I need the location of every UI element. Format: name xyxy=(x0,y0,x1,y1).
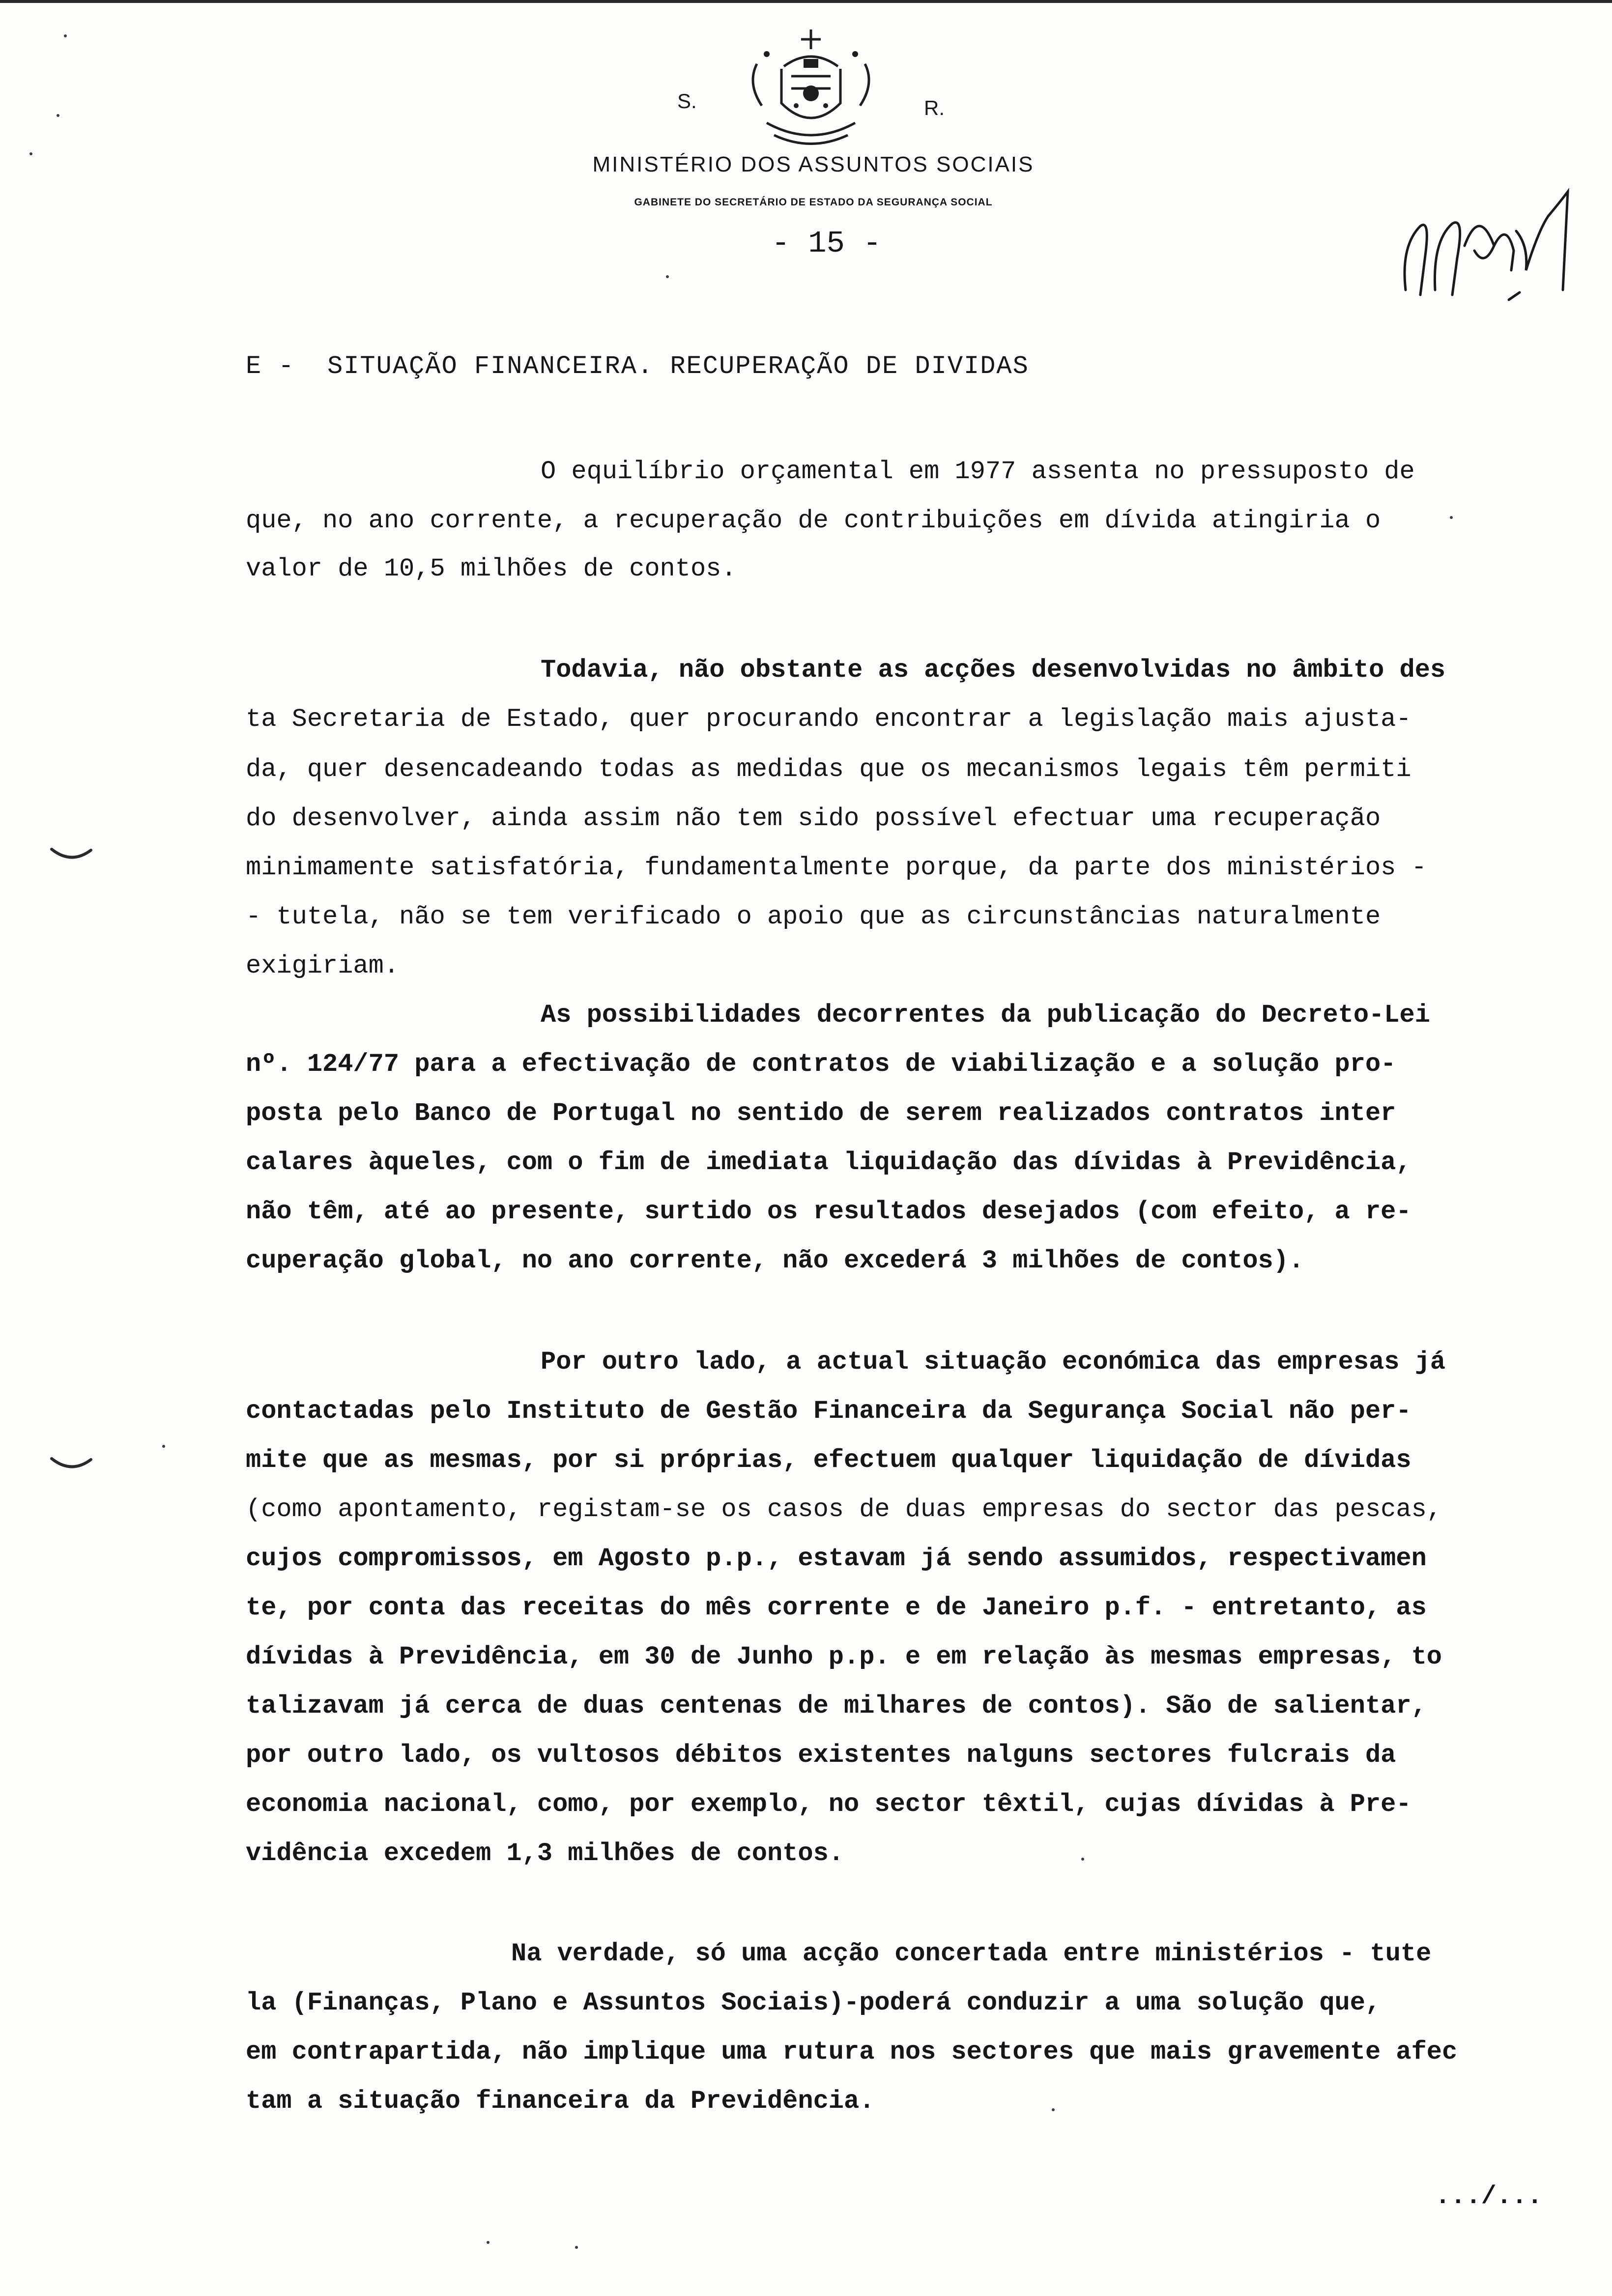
continuation-marker: .../... xyxy=(1435,2182,1543,2211)
paragraph-line: contactadas pelo Instituto de Gestão Financeira da Segurança Social não per- xyxy=(246,1397,1411,1426)
scan-speck xyxy=(64,34,67,37)
paragraph-line: As possibilidades decorrentes da publicação do Decreto-Lei xyxy=(541,1001,1430,1030)
scan-mark xyxy=(49,845,93,865)
paragraph-line: (como apontamento, registam-se os casos de duas empresas do sector das pescas, xyxy=(246,1495,1442,1524)
page-number: - 15 - xyxy=(772,226,882,261)
scan-speck xyxy=(57,114,59,117)
letterhead-letter-r: R. xyxy=(924,96,945,119)
paragraph-line: por outro lado, os vultosos débitos existentes nalguns sectores fulcrais da xyxy=(246,1741,1396,1770)
handwritten-initials-icon xyxy=(1391,172,1578,319)
scan-speck xyxy=(162,1445,165,1448)
paragraph-line: la (Finanças, Plano e Assuntos Sociais)-poderá conduzir a uma solução que, xyxy=(246,1988,1381,2017)
paragraph-line: Todavia, não obstante as acções desenvolvidas no âmbito des xyxy=(541,656,1446,685)
paragraph-line: em contrapartida, não implique uma rutura nos sectores que mais gravemente afec xyxy=(246,2038,1458,2066)
paragraph-line: - tutela, não se tem verificado o apoio que as circunstâncias naturalmente xyxy=(246,902,1381,931)
ministry-name: MINISTÉRIO DOS ASSUNTOS SOCIAIS xyxy=(592,152,1035,176)
paragraph-line: O equilíbrio orçamental em 1977 assenta no pressuposto de xyxy=(541,457,1415,486)
paragraph-line: ta Secretaria de Estado, quer procurando encontrar a legislação mais ajusta- xyxy=(246,705,1411,734)
scan-speck xyxy=(487,2241,489,2244)
paragraph-line: mite que as mesmas, por si próprias, efectuem qualquer liquidação de dívidas xyxy=(246,1446,1411,1475)
paragraph-line: calares àqueles, com o fim de imediata liquidação das dívidas à Previdência, xyxy=(246,1148,1411,1177)
paragraph-line: dívidas à Previdência, em 30 de Junho p.p. e em relação às mesmas empresas, to xyxy=(246,1642,1442,1671)
letterhead-letter-s: S. xyxy=(677,89,697,113)
paragraph-line: da, quer desencadeando todas as medidas que os mecanismos legais têm permiti xyxy=(246,755,1411,784)
scan-speck xyxy=(1052,2108,1055,2111)
paragraph-line: Por outro lado, a actual situação económica das empresas já xyxy=(541,1348,1446,1377)
paragraph-line: cujos compromissos, em Agosto p.p., estavam já sendo assumidos, respectivamen xyxy=(246,1544,1427,1573)
paragraph-line: cuperação global, no ano corrente, não excederá 3 milhões de contos). xyxy=(246,1246,1304,1275)
scan-speck xyxy=(1450,516,1453,519)
paragraph-line: valor de 10,5 milhões de contos. xyxy=(246,554,737,583)
paragraph-line: vidência excedem 1,3 milhões de contos. xyxy=(246,1839,844,1868)
paragraph-line: do desenvolver, ainda assim não tem sido possível efectuar uma recuperação xyxy=(246,804,1381,833)
paragraph-line: que, no ano corrente, a recuperação de contribuições em dívida atingiria o xyxy=(246,506,1381,535)
paragraph-line: tam a situação financeira da Previdência. xyxy=(246,2087,875,2116)
top-scan-rule xyxy=(0,0,1612,3)
paragraph-line: Na verdade, só uma acção concertada entre ministérios - tute xyxy=(511,1939,1432,1968)
paragraph-line: minimamente satisfatória, fundamentalmente porque, da parte dos ministérios - xyxy=(246,853,1427,882)
paragraph-line: te, por conta das receitas do mês corrente e de Janeiro p.f. - entretanto, as xyxy=(246,1593,1427,1622)
paragraph-line: posta pelo Banco de Portugal no sentido de serem realizados contratos inter xyxy=(246,1099,1396,1128)
scan-mark xyxy=(49,1455,93,1474)
scan-speck xyxy=(1081,1858,1084,1861)
paragraph-line: exigiriam. xyxy=(246,951,400,980)
paragraph-line: não têm, até ao presente, surtido os resultados desejados (com efeito, a re- xyxy=(246,1197,1411,1226)
cabinet-name: GABINETE DO SECRETÁRIO DE ESTADO DA SEGURANÇA SOCIAL xyxy=(634,197,993,208)
coat-of-arms-icon xyxy=(737,20,885,152)
paragraph-line: nº. 124/77 para a efectivação de contratos de viabilização e a solução pro- xyxy=(246,1050,1396,1079)
scan-speck xyxy=(666,275,669,278)
paragraph-line: talizavam já cerca de duas centenas de milhares de contos). São de salientar, xyxy=(246,1692,1427,1721)
scan-speck xyxy=(575,2246,578,2249)
scan-speck xyxy=(29,152,32,155)
paragraph-line: economia nacional, como, por exemplo, no sector têxtil, cujas dívidas à Pre- xyxy=(246,1790,1411,1819)
section-heading: E - SITUAÇÃO FINANCEIRA. RECUPERAÇÃO DE DIVIDAS xyxy=(246,352,1029,381)
